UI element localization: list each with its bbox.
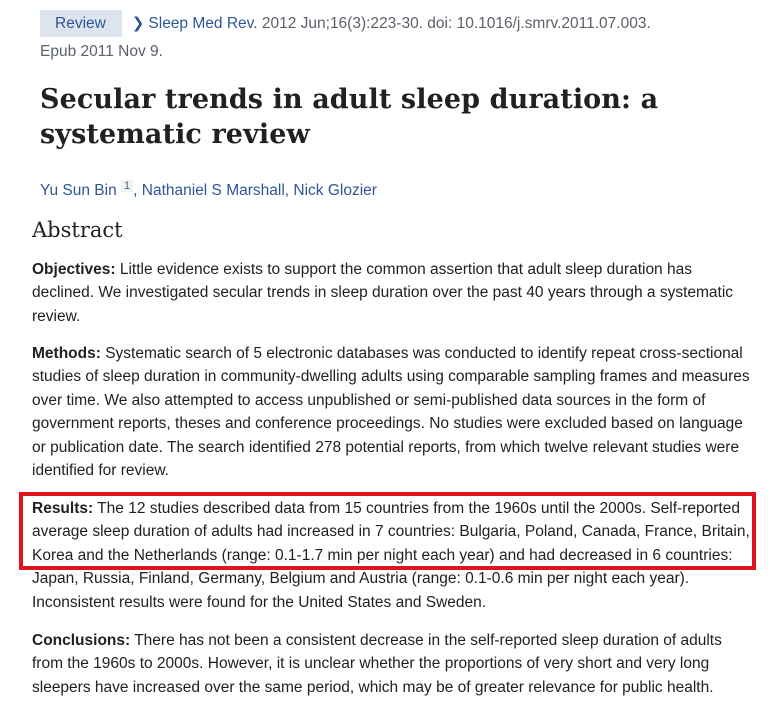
methods-paragraph (32, 342, 754, 482)
results-label: Results: (32, 500, 94, 517)
conclusions-label: Conclusions: (32, 632, 131, 649)
author-link-marshall[interactable]: Nathaniel S Marshall (141, 182, 285, 199)
objectives-label: Objectives: (32, 261, 116, 278)
conclusions-text: There has not been a consistent decrease in the self-reported sleep duration of adults from the 1960s to 2000s. However, it is unclear whether the proportions of very short and very long sleepers have increased over the same period, which may be of greater relevance for public health. (32, 632, 722, 696)
author-link-bin[interactable]: Yu Sun Bin (40, 182, 117, 199)
article-title: Secular trends in adult sleep duration: a systematic review (40, 84, 659, 150)
journal-link[interactable]: Sleep Med Rev. (148, 15, 258, 32)
objectives-paragraph (32, 258, 754, 328)
objectives-text: Little evidence exists to support the common assertion that adult sleep duration has declined. We investigated secular trends in sleep duration over the past 40 years through a systematic review. (32, 261, 734, 325)
publication-type-badge: Review (40, 10, 122, 37)
results-text: The 12 studies described data from 15 countries from the 1960s until the 2000s. Self-reported average sleep duration of adults had increased in 7 countries: Bulgaria, Poland, Canada, France, Britain, Korea and the Netherlands (range: 0.1-1.7 min per night each year) and had decreased in 6 countries: Japan, Russia, Finland, Germany, Belgium and Austria (range: 0.1-0.6 min per night each year). Inconsistent results were found for the United States and Sweden. (32, 500, 750, 611)
author-separator: , (284, 182, 294, 199)
citation-details: 2012 Jun;16(3):223-30. doi: 10.1016/j.smrv.2011.07.003. (257, 15, 651, 32)
affiliation-marker[interactable]: 1 (121, 180, 133, 192)
author-link-glozier[interactable]: Nick Glozier (293, 182, 377, 199)
abstract-heading: Abstract (32, 218, 123, 242)
author-separator: , (133, 182, 142, 199)
methods-label: Methods: (32, 345, 101, 362)
conclusions-paragraph (32, 629, 754, 699)
results-paragraph (32, 497, 754, 614)
author-list (40, 174, 377, 203)
chevron-right-icon: ❯ (131, 15, 145, 32)
methods-text: Systematic search of 5 electronic databases was conducted to identify repeat cross-sectional studies of sleep duration in community-dwelling adults using comparable sampling frames and measures over time. We also attempted to access unpublished or semi-published data sources in the form of government reports, theses and conference proceedings. No studies were excluded based on language or publication date. The search identified 278 potential reports, from which twelve relevant studies were identified for review. (32, 345, 750, 480)
epub-date: Epub 2011 Nov 9. (40, 43, 163, 60)
citation-line (40, 10, 760, 66)
